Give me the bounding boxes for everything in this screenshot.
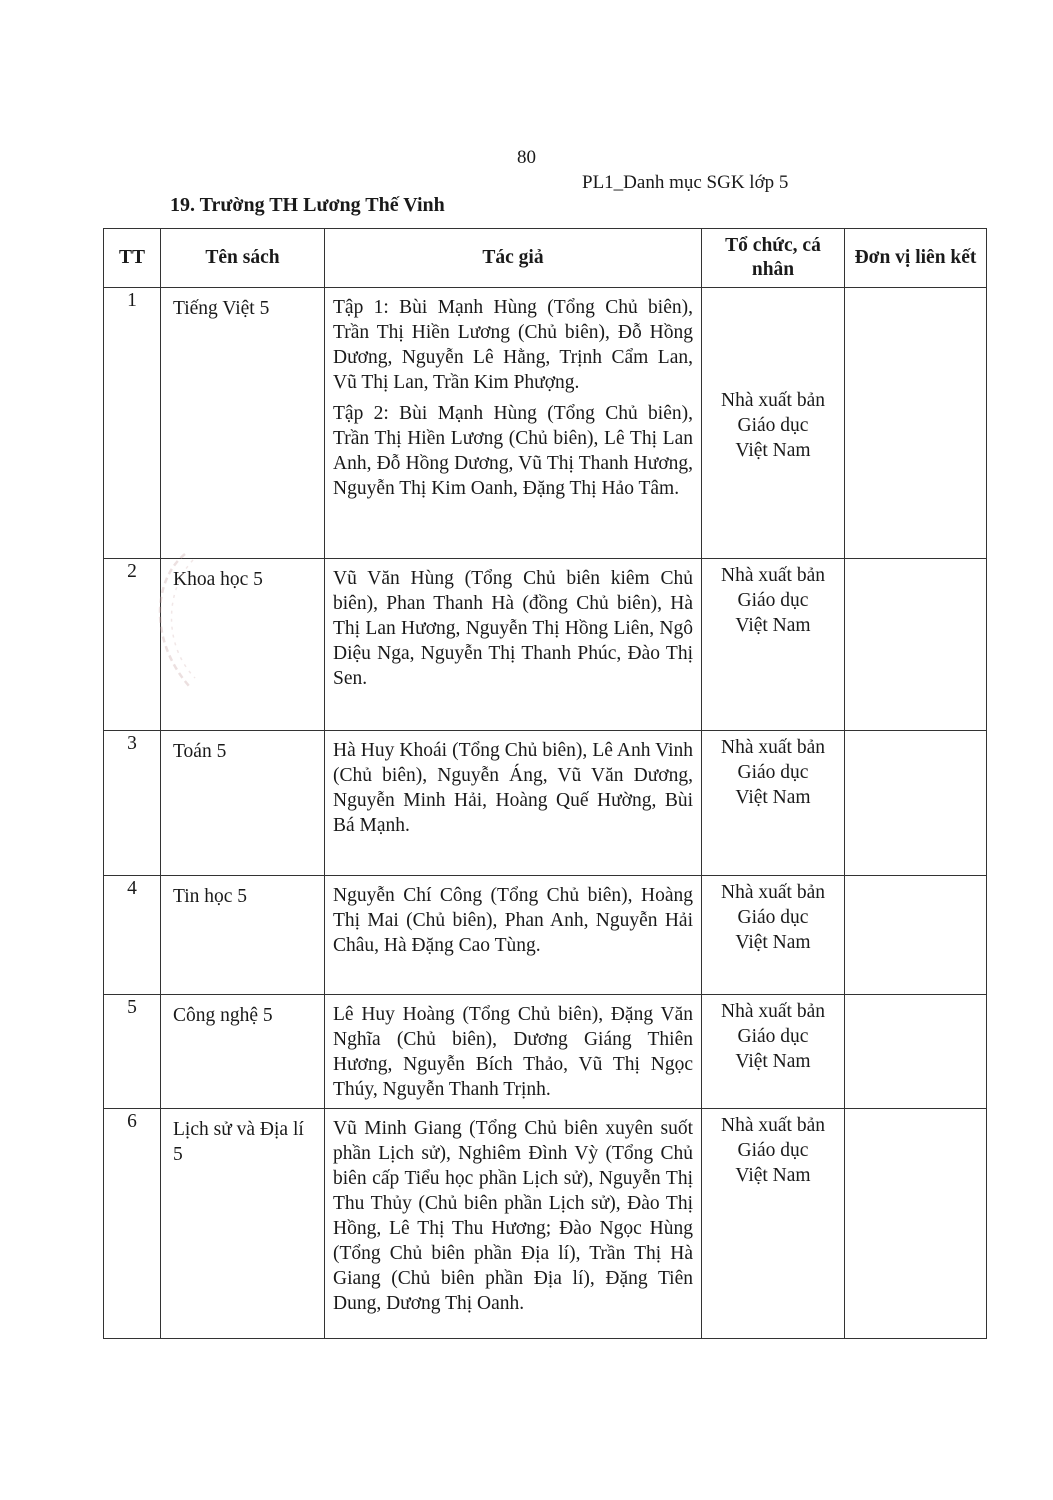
textbook-catalog-table (103, 228, 987, 1339)
table-row (104, 876, 987, 995)
row-number: 4 (104, 876, 161, 995)
book-authors (325, 559, 702, 731)
partner-unit (845, 876, 987, 995)
publisher-line: Việt Nam (735, 1165, 811, 1186)
partner-unit (845, 731, 987, 876)
publisher-line: Nhà xuất bản (721, 882, 825, 903)
publisher (702, 559, 845, 731)
authors-text: Vũ Minh Giang (Tổng Chủ biên xuyên suốt phần Lịch sử), Nghiêm Đình Vỳ (Tổng Chủ biên cấp Tiểu học phần Lịch sử), Nguyễn Thị Thu Thủy (Chủ biên phần Lịch sử), Đào Thị Hồng, Lê Thị Thu Hương; Đào Ngọc Hùng (Tổng Chủ biên phần Địa lí), Trần Thị Hà Giang (Chủ biên phần Địa lí), Đặng Tiên Dung, Dương Thị Oanh. (333, 1118, 693, 1314)
book-authors (325, 995, 702, 1109)
book-title: Khoa học 5 (161, 559, 325, 731)
publisher-line: Nhà xuất bản (721, 1001, 825, 1022)
book-title: Lịch sử và Địa lí 5 (161, 1109, 325, 1339)
row-number: 6 (104, 1109, 161, 1339)
table-row (104, 1109, 987, 1339)
authors-volume-2: Tập 2: Bùi Mạnh Hùng (Tổng Chủ biên), Trần Thị Hiền Lương (Chủ biên), Lê Thị Lan Anh, Đỗ Hồng Dương, Vũ Thị Thanh Hương, Nguyễn Thị Kim Oanh, Đặng Thị Hảo Tâm. (333, 403, 693, 499)
publisher (702, 288, 845, 559)
publisher-line: Giáo dục (737, 414, 809, 436)
partner-unit (845, 559, 987, 731)
publisher-line: Việt Nam (735, 1051, 811, 1072)
book-title: Tiếng Việt 5 (161, 288, 325, 559)
book-authors (325, 876, 702, 995)
authors-text: Nguyễn Chí Công (Tổng Chủ biên), Hoàng Thị Mai (Chủ biên), Phan Anh, Nguyễn Hải Châu, Hà Đặng Cao Tùng. (333, 885, 693, 956)
publisher (702, 995, 845, 1109)
publisher (702, 876, 845, 995)
page-number: 80 (517, 147, 536, 168)
header-partner: Đơn vị liên kết (845, 229, 987, 288)
publisher-line: Việt Nam (735, 932, 811, 953)
publisher-line: Nhà xuất bản (721, 389, 825, 411)
partner-unit (845, 1109, 987, 1339)
book-title: Tin học 5 (161, 876, 325, 995)
book-authors (325, 731, 702, 876)
publisher-line: Giáo dục (737, 590, 809, 611)
header-org: Tổ chức, cá nhân (702, 229, 845, 288)
publisher-line: Nhà xuất bản (721, 737, 825, 758)
table-header-row (104, 229, 987, 288)
book-title: Công nghệ 5 (161, 995, 325, 1109)
publisher (702, 1109, 845, 1339)
partner-unit (845, 288, 987, 559)
section-title: 19. Trường TH Lương Thế Vinh (170, 194, 445, 216)
authors-text: Hà Huy Khoái (Tổng Chủ biên), Lê Anh Vinh (Chủ biên), Nguyễn Áng, Vũ Văn Dương, Nguyễn Minh Hải, Hoàng Quế Hường, Bùi Bá Mạnh. (333, 740, 693, 836)
authors-text: Vũ Văn Hùng (Tổng Chủ biên kiêm Chủ biên), Phan Thanh Hà (đồng Chủ biên), Hà Thị Lan Hương, Nguyễn Thị Hồng Liên, Ngô Diệu Nga, Nguyễn Thị Thanh Phúc, Đào Thị Sen. (333, 568, 693, 689)
authors-volume-1: Tập 1: Bùi Mạnh Hùng (Tổng Chủ biên), Trần Thị Hiền Lương (Chủ biên), Đỗ Hồng Dương, Nguyễn Lê Hằng, Trịnh Cẩm Lan, Vũ Thị Lan, Trần Kim Phượng. (333, 297, 693, 393)
book-authors (325, 1109, 702, 1339)
publisher-line: Nhà xuất bản (721, 1115, 825, 1136)
publisher-line: Giáo dục (737, 907, 809, 928)
authors-text: Lê Huy Hoàng (Tổng Chủ biên), Đặng Văn Nghĩa (Chủ biên), Dương Giáng Thiên Hương, Nguyễn Bích Thảo, Vũ Thị Ngọc Thúy, Nguyễn Thanh Trịnh. (333, 1004, 693, 1100)
publisher-line: Giáo dục (737, 1026, 809, 1047)
table-row (104, 731, 987, 876)
table-row (104, 995, 987, 1109)
header-tt: TT (104, 229, 161, 288)
header-authors: Tác giả (325, 229, 702, 288)
document-reference: PL1_Danh mục SGK lớp 5 (582, 172, 789, 193)
row-number: 3 (104, 731, 161, 876)
table-row (104, 288, 987, 559)
row-number: 5 (104, 995, 161, 1109)
publisher (702, 731, 845, 876)
publisher-line: Giáo dục (737, 1140, 809, 1161)
book-title: Toán 5 (161, 731, 325, 876)
publisher-line: Việt Nam (735, 615, 811, 636)
book-authors (325, 288, 702, 559)
publisher-line: Việt Nam (735, 439, 811, 461)
row-number: 1 (104, 288, 161, 559)
publisher-line: Giáo dục (737, 762, 809, 783)
publisher-line: Nhà xuất bản (721, 565, 825, 586)
publisher-line: Việt Nam (735, 787, 811, 808)
table-row (104, 559, 987, 731)
row-number: 2 (104, 559, 161, 731)
header-title: Tên sách (161, 229, 325, 288)
partner-unit (845, 995, 987, 1109)
